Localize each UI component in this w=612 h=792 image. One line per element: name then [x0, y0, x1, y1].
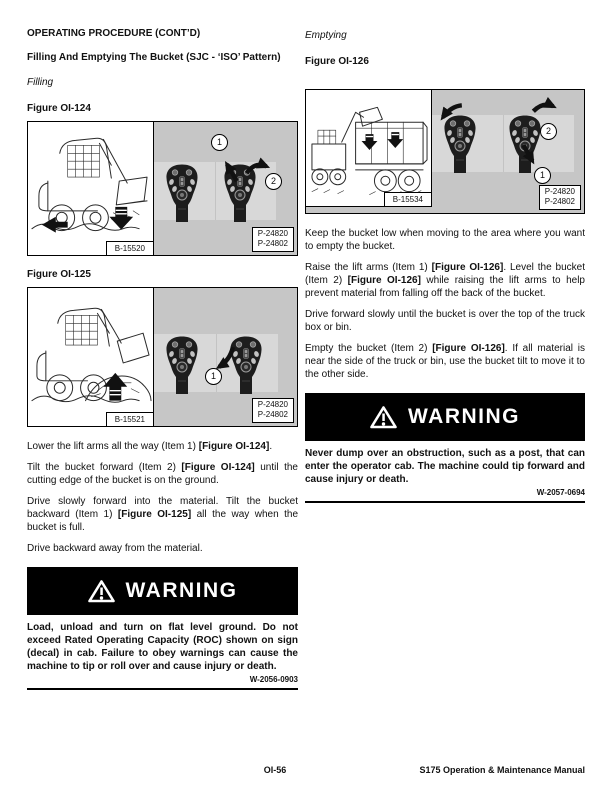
warning-label: WARNING	[125, 579, 238, 602]
photo-code-label: P-24820 P-24802	[252, 398, 294, 423]
figure-oi-126	[305, 89, 585, 214]
loader-dumping-into-truck-drawing	[306, 90, 431, 206]
warning-code: W-2057-0694	[536, 488, 585, 497]
paragraph: Drive backward away from the material.	[27, 543, 203, 554]
figure-125-title: Figure OI-125	[27, 269, 91, 280]
callout-1-marker: 1	[205, 368, 222, 385]
figure-125-joystick-panel	[154, 288, 297, 426]
divider-rule	[27, 688, 298, 690]
paragraph: Drive slowly forward into the material. Tilt the bucket backward (Item 1) [Figure OI-125] all the way when the bucket is full.	[27, 496, 298, 533]
figure-oi-125	[27, 287, 298, 427]
photo-code-label: P-24820 P-24802	[252, 227, 294, 252]
figure-reference: [Figure OI-124]	[198, 441, 270, 452]
paragraph: Keep the bucket low when moving to the area where you want to empty the bucket.	[305, 228, 585, 252]
warning-banner	[27, 567, 298, 615]
callout-1-marker: 1	[211, 134, 228, 151]
body-paragraphs	[27, 440, 298, 555]
section-heading: OPERATING PROCEDURE (CONT’D)	[27, 28, 201, 39]
warning-label: WARNING	[408, 405, 520, 428]
figure-125-drawing-panel	[28, 288, 154, 426]
body-paragraphs	[305, 227, 585, 381]
warning-text: Never dump over an obstruction, such as a post, that can enter the operator cab. The machine could tip forward and cause injury or death.	[305, 448, 585, 485]
warning-triangle-icon	[370, 405, 397, 430]
figure-124-joystick-panel	[154, 122, 297, 255]
drawing-code-label: B-15534	[384, 192, 431, 206]
figure-126-drawing-panel	[306, 90, 432, 207]
filling-label: Filling	[27, 77, 54, 88]
figure-126-title: Figure OI-126	[305, 56, 369, 67]
warning-box	[27, 567, 298, 690]
paragraph: Lower the lift arms all the way (Item 1) [Figure OI-124].	[27, 441, 273, 452]
manual-title: S175 Operation & Maintenance Manual	[419, 765, 585, 775]
left-column	[27, 0, 298, 690]
figure-124-title: Figure OI-124	[27, 103, 91, 114]
warning-code: W-2056-0903	[249, 675, 298, 684]
drawing-code-label: B-15521	[106, 412, 153, 426]
figure-oi-124	[27, 121, 298, 256]
paragraph: Drive forward slowly until the bucket is over the top of the truck box or bin.	[305, 309, 585, 333]
callout-2-marker: 2	[265, 173, 282, 190]
figure-126-joystick-panel	[432, 90, 584, 213]
warning-text: Load, unload and turn on flat level ground. Do not exceed Rated Operating Capacity (ROC) shown on sign (decal) in cab. Failure to obey warnings can cause the machine to tip or roll over and cause injury or death.	[27, 622, 298, 672]
drawing-code-label: B-15520	[106, 241, 153, 255]
emptying-label: Emptying	[305, 30, 347, 41]
warning-triangle-icon	[88, 579, 115, 604]
paragraph: Raise the lift arms (Item 1) [Figure OI-126]. Level the bucket (Item 2) [Figure OI-126] while raising the lift arms to help prevent material from falling off the back of the bucket.	[305, 262, 585, 299]
warning-banner	[305, 393, 585, 441]
warning-box	[305, 393, 585, 503]
figure-reference: [Figure OI-126]	[347, 275, 421, 286]
page-number: OI-56	[263, 765, 287, 775]
callout-1-marker: 1	[534, 167, 551, 184]
figure-reference: [Figure OI-126]	[431, 262, 504, 273]
divider-rule	[305, 501, 585, 503]
photo-code-label: P-24820 P-24802	[539, 185, 581, 210]
figure-reference: [Figure OI-126]	[432, 343, 505, 354]
loader-filled-bucket-drawing	[28, 288, 153, 426]
right-column	[305, 0, 585, 503]
figure-reference: [Figure OI-125]	[117, 509, 192, 520]
figure-reference: [Figure OI-124]	[181, 462, 255, 473]
loader-digging-drawing	[28, 122, 153, 255]
paragraph: Empty the bucket (Item 2) [Figure OI-126]. If all material is near the side of the truck or bin, use the bucket tilt to move it to the other side.	[305, 343, 585, 380]
figure-124-drawing-panel	[28, 122, 154, 255]
callout-2-marker: 2	[540, 123, 557, 140]
paragraph: Tilt the bucket forward (Item 2) [Figure OI-124] until the cutting edge of the bucket is on the ground.	[27, 462, 298, 486]
subsection-heading: Filling And Emptying The Bucket (SJC - ‘ISO’ Pattern)	[27, 52, 281, 63]
